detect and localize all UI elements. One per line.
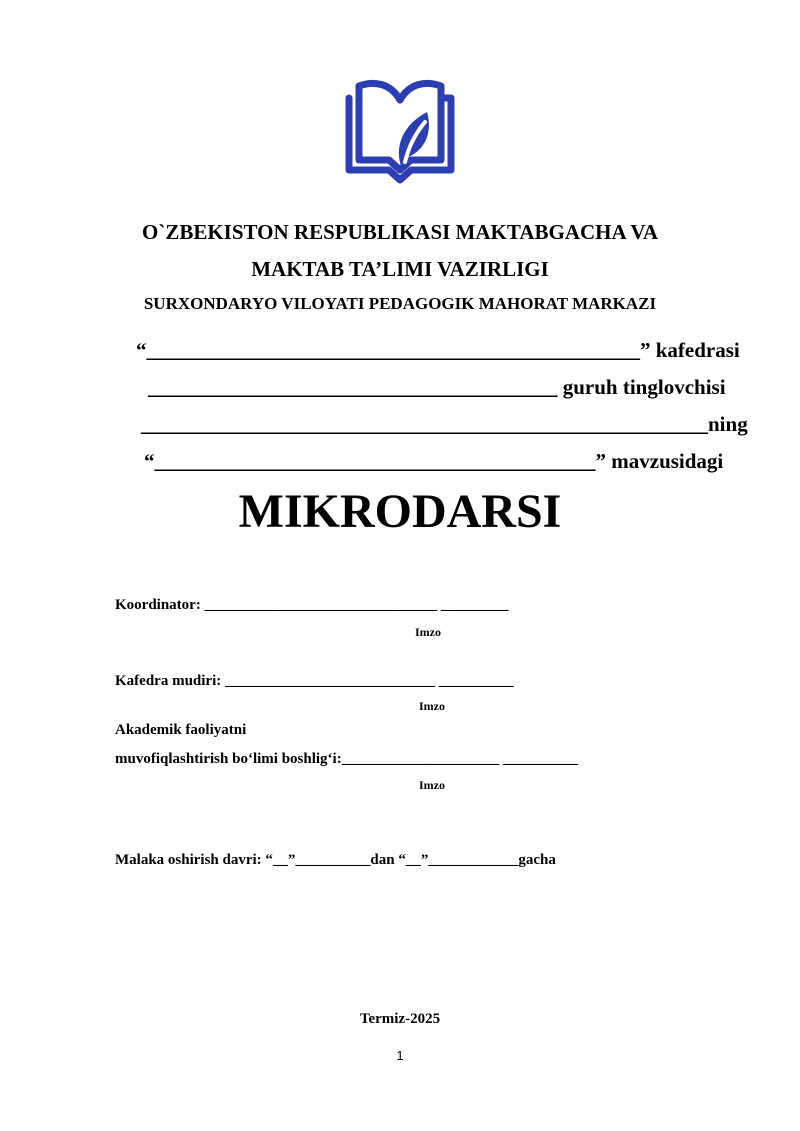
akademik-line1: Akademik faoliyatni xyxy=(115,722,247,738)
imzo-label-2: Imzo xyxy=(419,699,445,713)
ning-line: ______________________________________________________ning xyxy=(141,412,748,436)
kafedra-line: “_______________________________________________” kafedrasi xyxy=(136,338,740,362)
center-name: SURXONDARYO VILOYATI PEDAGOGIK MAHORAT MARKAZI xyxy=(143,294,657,313)
kafedra-mudiri-line: Kafedra mudiri: ____________________________ __________ xyxy=(115,673,514,689)
akademik-line2: muvofiqlashtirish bo‘limi boshlig‘i:_____________________ __________ xyxy=(115,751,578,767)
imzo-label-1: Imzo xyxy=(415,625,441,639)
imzo-label-3: Imzo xyxy=(419,778,445,792)
ministry-title-line2: MAKTAB TA’LIMI VAZIRLIGI xyxy=(251,257,549,281)
guruh-line: _______________________________________ guruh tinglovchisi xyxy=(148,375,726,399)
page-number: 1 xyxy=(396,1048,404,1063)
document-title: MIKRODARSI xyxy=(238,485,562,538)
malaka-period-line: Malaka oshirish davri: “__”__________dan “__”____________gacha xyxy=(115,852,556,868)
place-year: Termiz-2025 xyxy=(359,1011,441,1027)
koordinator-line: Koordinator: _______________________________ _________ xyxy=(115,597,509,613)
open-book-leaf-logo-icon xyxy=(345,74,455,186)
ministry-title-line1: O`ZBEKISTON RESPUBLIKASI MAKTABGACHA VA xyxy=(142,220,658,244)
mavzu-line: “__________________________________________” mavzusidagi xyxy=(144,449,724,473)
